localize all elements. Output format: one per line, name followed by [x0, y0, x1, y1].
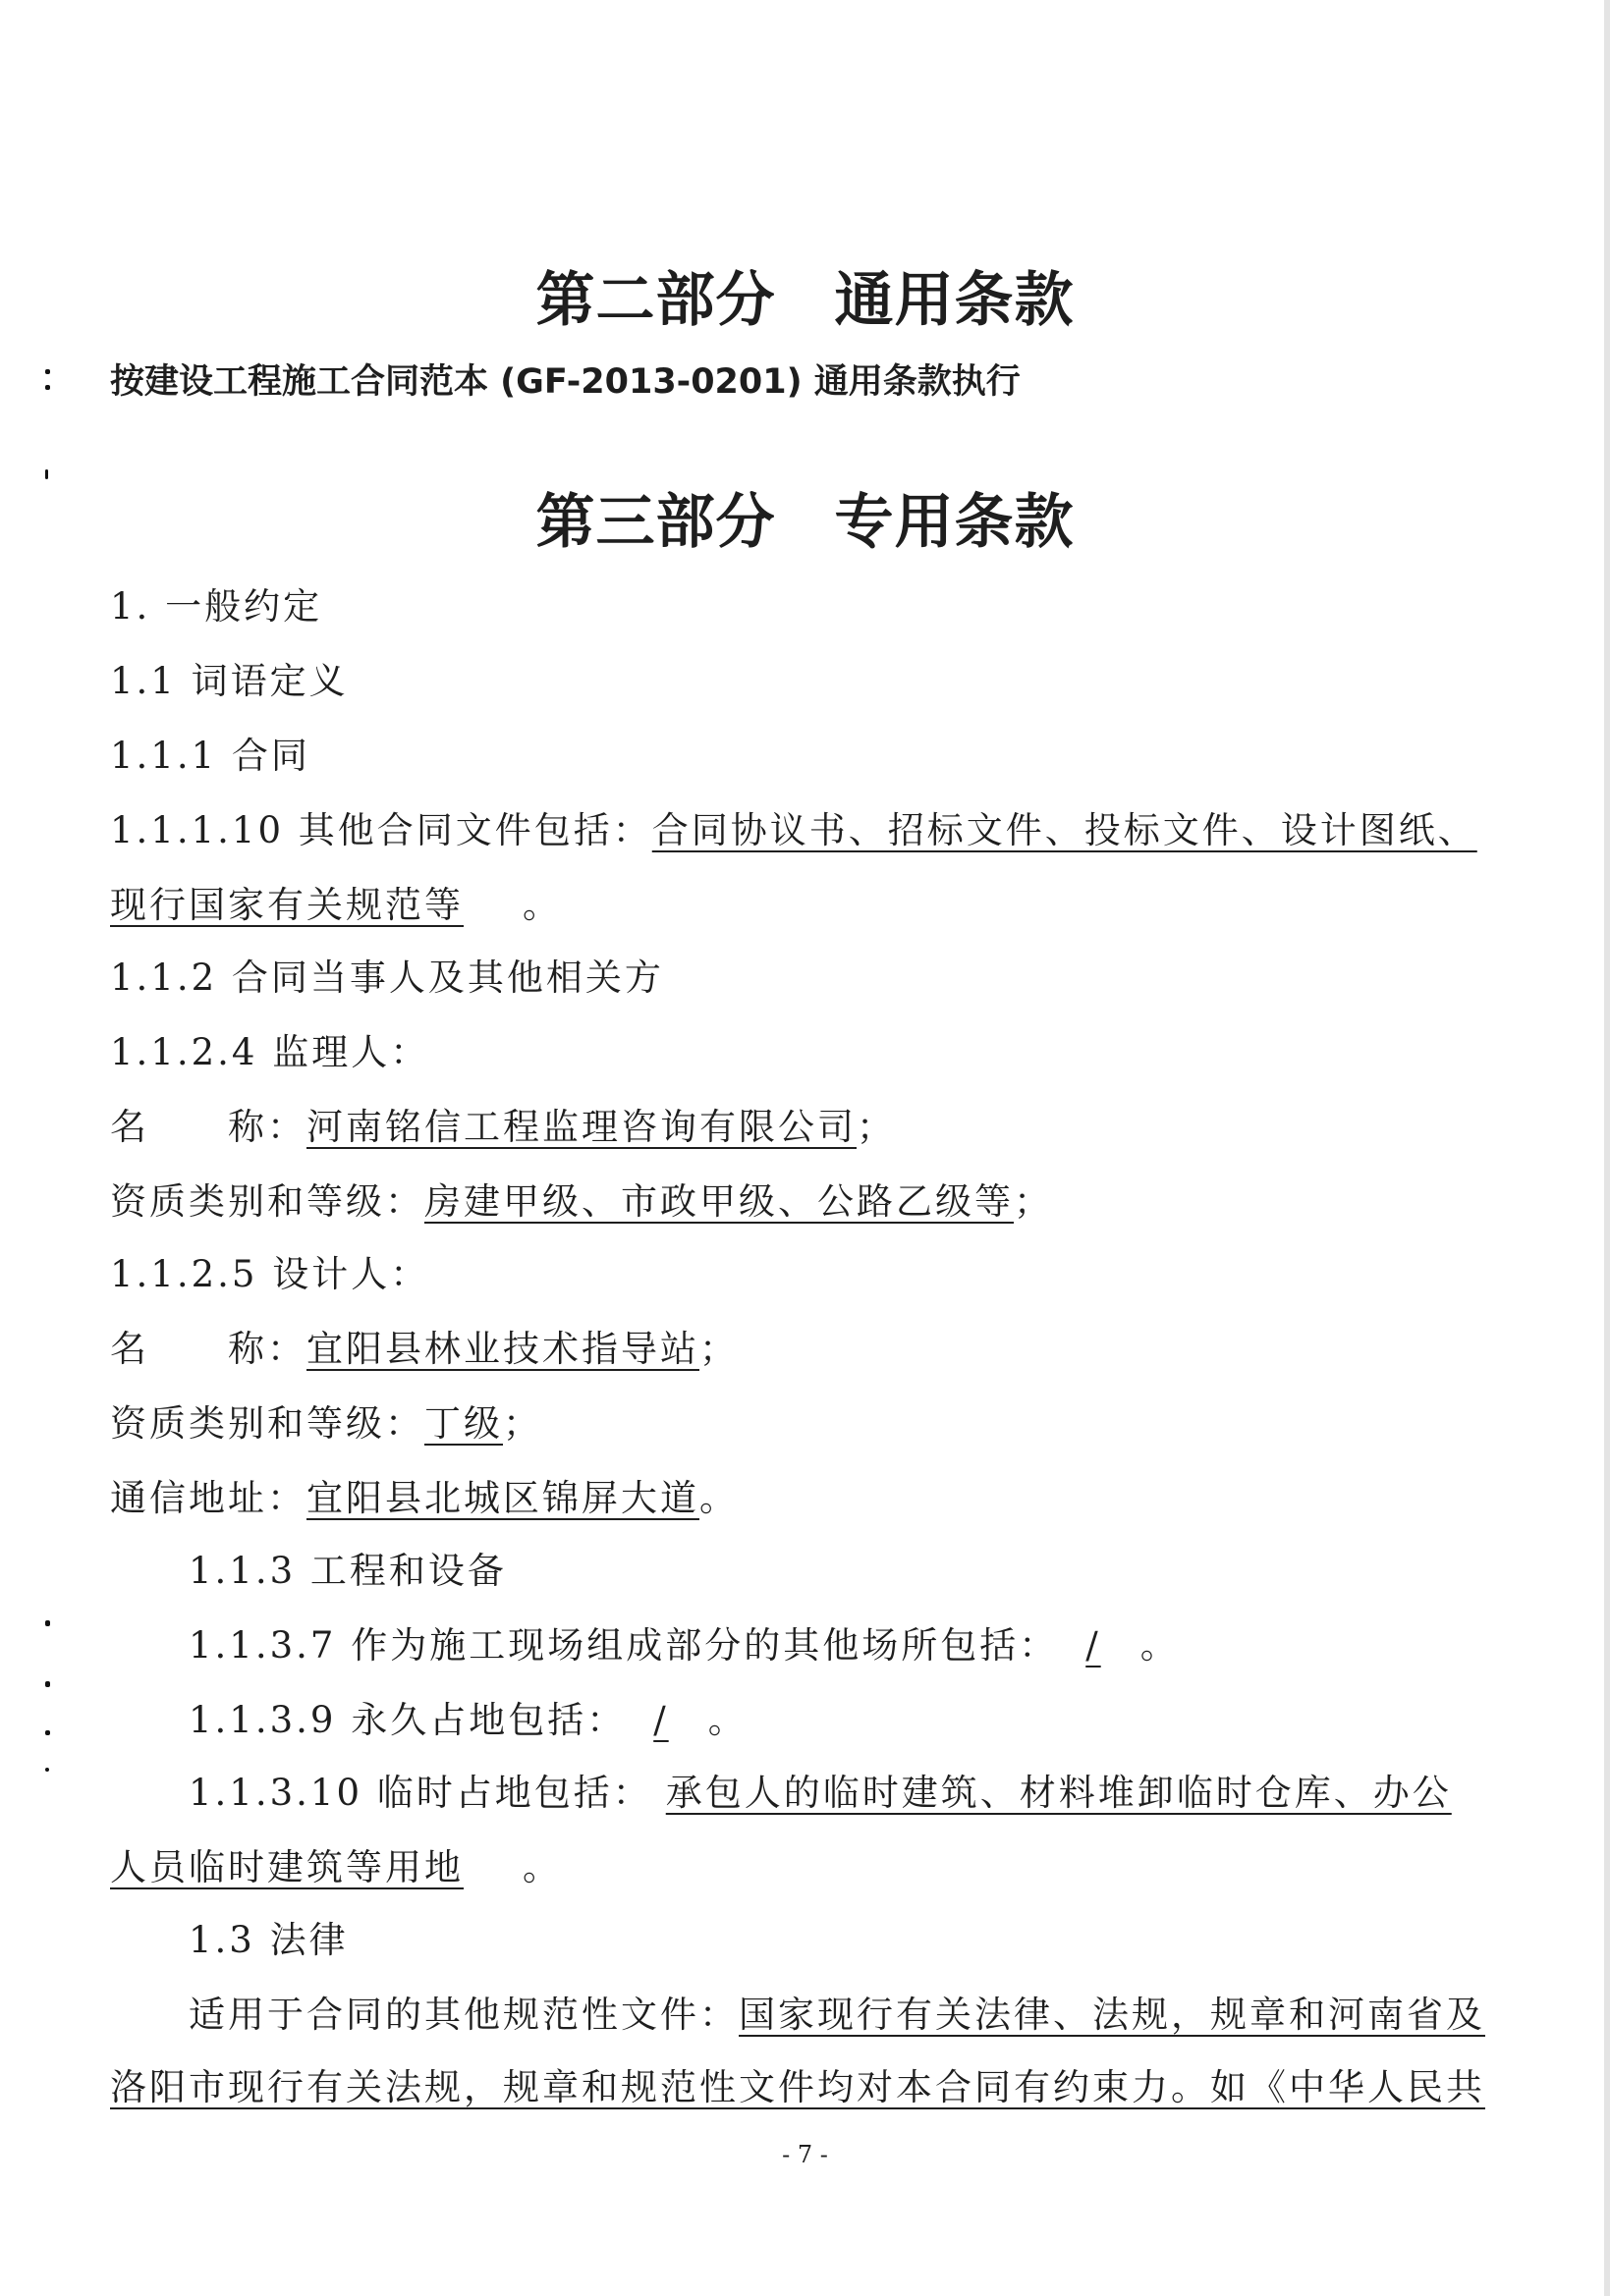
clause-1-3-body	[189, 1990, 1485, 2041]
clause-value: 人员临时建筑等用地	[110, 1846, 464, 1888]
clause-label: 1.1.3.10 临时占地包括：	[189, 1772, 652, 1814]
clause-1-1: 1.1 词语定义	[110, 660, 349, 702]
clause-end: 。	[523, 884, 562, 926]
scan-mark	[45, 369, 50, 374]
field-value: 房建甲级、市政甲级、公路乙级等	[424, 1180, 1014, 1223]
field-value: 宜阳县林业技术指导站	[306, 1328, 699, 1370]
clause-end: 。	[523, 1846, 562, 1888]
clause-1: 1. 一般约定	[110, 585, 323, 628]
clause-value: 国家现行有关法律、法规，规章和河南省及	[739, 1994, 1485, 2036]
clause-value: 洛阳市现行有关法规，规章和规范性文件均对本合同有约束力。如《中华人民共	[110, 2066, 1485, 2108]
part2-title-b: 通用条款	[834, 266, 1075, 335]
clause-1-1-1: 1.1.1 合同	[110, 735, 310, 777]
clause-label: 1.1.1.10 其他合同文件包括：	[110, 809, 652, 851]
part2-note: 按建设工程施工合同范本 (GF-2013-0201) 通用条款执行	[110, 362, 1021, 402]
designer-name	[110, 1324, 739, 1375]
supervisor-name	[110, 1102, 896, 1153]
field-end: ；	[1014, 1180, 1053, 1223]
field-value: 河南铭信工程监理咨询有限公司	[306, 1106, 857, 1148]
part2-title-a: 第二部分	[535, 266, 776, 335]
clause-value: 承包人的临时建筑、材料堆卸临时仓库、办公	[665, 1772, 1452, 1814]
page-number: - 7 -	[782, 2141, 828, 2168]
scan-mark	[45, 1768, 49, 1772]
clause-label: 适用于合同的其他规范性文件：	[189, 1994, 739, 2036]
clause-value: /	[653, 1699, 669, 1741]
clause-label: 1.1.3.9 永久占地包括：	[189, 1699, 627, 1741]
designer-address	[110, 1473, 739, 1524]
scan-mark	[45, 1730, 50, 1735]
designer-qualification	[110, 1398, 542, 1449]
field-end: ；	[699, 1328, 739, 1370]
scan-mark	[45, 1681, 50, 1687]
part3-heading	[0, 487, 1610, 558]
clause-1-1-3-10-cont	[110, 1842, 562, 1893]
clause-end: 。	[1139, 1624, 1180, 1667]
clause-1-3: 1.3 法律	[189, 1919, 349, 1961]
clause-value: 现行国家有关规范等	[110, 884, 464, 926]
clause-1-1-3: 1.1.3 工程和设备	[189, 1550, 507, 1592]
scan-mark	[45, 1620, 50, 1626]
clause-1-1-3-9	[189, 1695, 748, 1746]
clause-1-1-3-10	[189, 1768, 1452, 1819]
scan-edge	[1604, 0, 1610, 2296]
clause-1-1-2-5: 1.1.2.5 设计人：	[110, 1253, 430, 1295]
scan-mark	[45, 469, 48, 479]
part3-title-b: 专用条款	[834, 488, 1075, 557]
clause-1-1-2-4: 1.1.2.4 监理人：	[110, 1031, 430, 1073]
clause-1-1-2: 1.1.2 合同当事人及其他相关方	[110, 957, 664, 999]
field-end: ；	[503, 1402, 542, 1445]
field-label: 资质类别和等级：	[110, 1180, 424, 1223]
clause-1-1-1-10-cont	[110, 880, 562, 931]
clause-end: 。	[707, 1699, 748, 1741]
part3-title-a: 第三部分	[535, 488, 776, 557]
field-label: 资质类别和等级：	[110, 1402, 424, 1445]
clause-value: 合同协议书、招标文件、投标文件、设计图纸、	[651, 809, 1477, 851]
field-label: 名 称：	[110, 1106, 306, 1148]
clause-1-1-3-7	[189, 1620, 1180, 1671]
scan-mark	[45, 385, 50, 390]
field-end: 。	[699, 1477, 739, 1519]
clause-label: 1.1.3.7 作为施工现场组成部分的其他场所包括：	[189, 1624, 1059, 1667]
field-label: 通信地址：	[110, 1477, 306, 1519]
field-value: 丁级	[424, 1402, 503, 1445]
field-label: 名 称：	[110, 1328, 306, 1370]
clause-1-1-1-10	[110, 805, 1477, 856]
field-end: ；	[857, 1106, 896, 1148]
supervisor-qualification	[110, 1176, 1053, 1228]
clause-value: /	[1085, 1624, 1101, 1667]
field-value: 宜阳县北城区锦屏大道	[306, 1477, 699, 1519]
clause-1-3-body-cont	[110, 2062, 1485, 2113]
part2-heading	[0, 265, 1610, 336]
